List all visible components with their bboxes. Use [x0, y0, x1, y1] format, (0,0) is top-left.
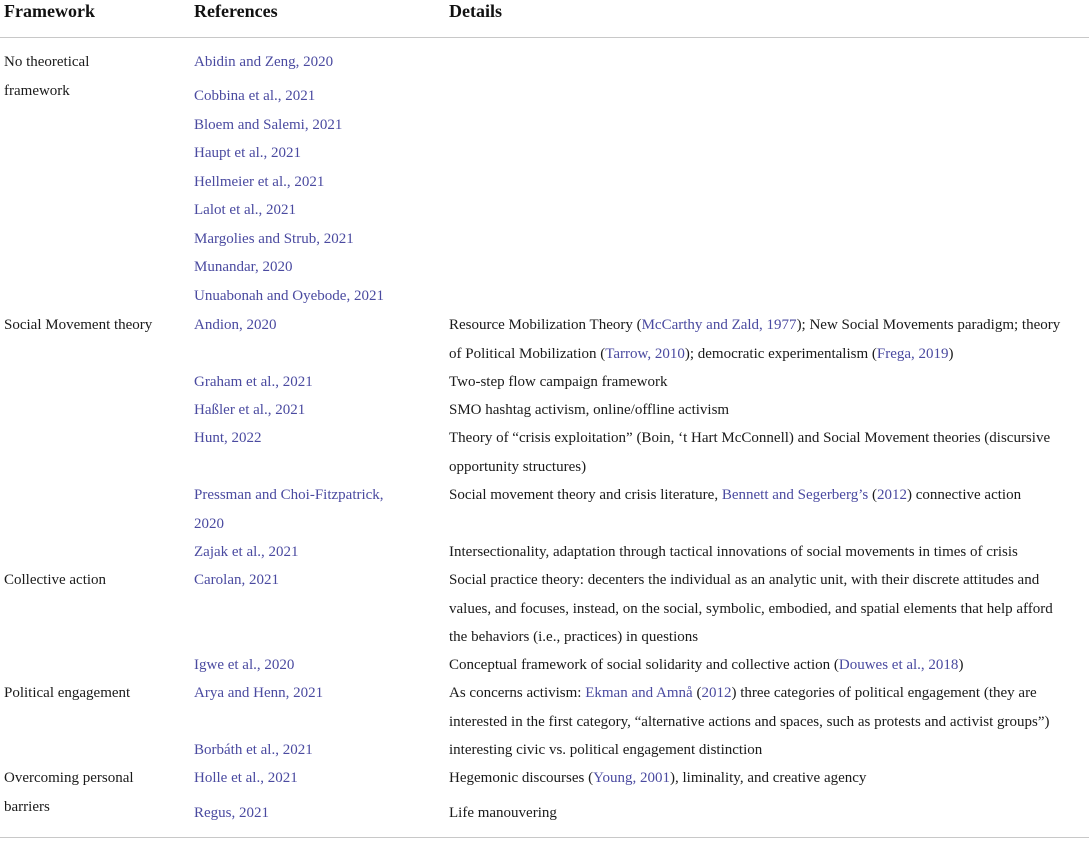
detail-hassler: SMO hashtag activism, online/offline activism [449, 402, 730, 418]
detail-zajak: Intersectionality, adaptation through tactical innovations of social movements in times of crisis [449, 544, 1018, 560]
framework-social-movement: Social Movement theory [4, 317, 153, 333]
reference-link[interactable]: Carolan, 2021 [194, 572, 279, 588]
framework-none: No theoretical framework [4, 54, 90, 99]
reference-link[interactable]: Arya and Henn, 2021 [194, 685, 324, 701]
citation-link[interactable]: Young, 2001 [593, 770, 670, 786]
reference-link[interactable]: Haßler et al., 2021 [194, 402, 306, 418]
citation-link[interactable]: Bennett and Segerberg’s [721, 487, 869, 503]
citation-link[interactable]: Douwes et al., 2018 [838, 657, 959, 673]
citation-link[interactable]: Tarrow, 2010 [605, 345, 685, 362]
footer-rule [0, 837, 1089, 838]
reference-link[interactable]: Pressman and Choi-Fitzpatrick, 2020 [194, 487, 384, 532]
reference-link[interactable]: Hellmeier et al., 2021 [194, 174, 325, 190]
reference-link[interactable]: Haupt et al., 2021 [194, 145, 302, 161]
reference-link[interactable]: Graham et al., 2021 [194, 374, 313, 390]
detail-regus: Life manouvering [449, 805, 557, 821]
detail-pressman: Social movement theory and crisis literature, Bennett and Segerberg’s (2012) connective action [449, 487, 1022, 503]
detail-arya: As concerns activism: Ekman and Amnå (2012) three categories of political engagement (they are interested in the first category, “alternative actions and spaces, such as protests and activist groups”) [449, 685, 1050, 730]
reference-link[interactable]: Margolies and Strub, 2021 [194, 231, 354, 247]
citation-link[interactable]: 2012 [876, 487, 907, 503]
reference-link[interactable]: Munandar, 2020 [194, 259, 293, 275]
reference-link[interactable]: Borbáth et al., 2021 [194, 742, 313, 758]
citation-link[interactable]: Ekman and Amnå [585, 685, 693, 701]
header-details: Details [449, 1, 502, 21]
detail-holle: Hegemonic discourses (Young, 2001), liminality, and creative agency [449, 770, 867, 786]
framework-overcoming-barriers: Overcoming personal barriers [4, 770, 134, 815]
reference-link[interactable]: Igwe et al., 2020 [194, 657, 295, 673]
framework-collective-action: Collective action [4, 572, 107, 588]
detail-borbath: interesting civic vs. political engagement distinction [449, 742, 763, 758]
detail-line: Resource Mobilization Theory (McCarthy and Zald, 1977); New Social Movements paradigm; theory [449, 317, 1061, 333]
detail-hunt: Theory of “crisis exploitation” (Boin, ‘t Hart McConnell) and Social Movement theories (discursive opportunity structures) [449, 430, 1051, 475]
detail-line: of Political Mobilization (Tarrow, 2010); democratic experimentalism (Frega, 2019) [449, 345, 954, 362]
framework-political-engagement: Political engagement [4, 685, 131, 701]
detail-andion [449, 311, 1089, 368]
citation-link[interactable]: 2012 [701, 685, 732, 701]
reference-link[interactable]: Bloem and Salemi, 2021 [194, 117, 343, 133]
citation-link[interactable]: McCarthy and Zald, 1977 [641, 317, 797, 333]
reference-link[interactable]: Unuabonah and Oyebode, 2021 [194, 288, 384, 304]
citation-link[interactable]: Frega, 2019 [876, 345, 949, 362]
reference-link[interactable]: Abidin and Zeng, 2020 [194, 54, 334, 70]
reference-link[interactable]: Regus, 2021 [194, 805, 269, 821]
header-framework: Framework [4, 1, 95, 21]
reference-link[interactable]: Cobbina et al., 2021 [194, 88, 316, 104]
detail-graham: Two-step flow campaign framework [449, 374, 668, 390]
header-rule [0, 37, 1089, 38]
reference-link[interactable]: Hunt, 2022 [194, 430, 262, 446]
detail-igwe: Conceptual framework of social solidarity and collective action (Douwes et al., 2018) [449, 657, 964, 673]
reference-link[interactable]: Zajak et al., 2021 [194, 544, 299, 560]
reference-link[interactable]: Holle et al., 2021 [194, 770, 298, 786]
detail-carolan: Social practice theory: decenters the individual as an analytic unit, with their discrete attitudes and values, and focuses, instead, on the social, symbolic, embodied, and spatial elements that help afford the behaviors (i.e., practices) in questions [449, 572, 1053, 645]
reference-link[interactable]: Lalot et al., 2021 [194, 202, 297, 218]
header-references: References [194, 1, 278, 21]
reference-link[interactable]: Andion, 2020 [194, 317, 277, 333]
